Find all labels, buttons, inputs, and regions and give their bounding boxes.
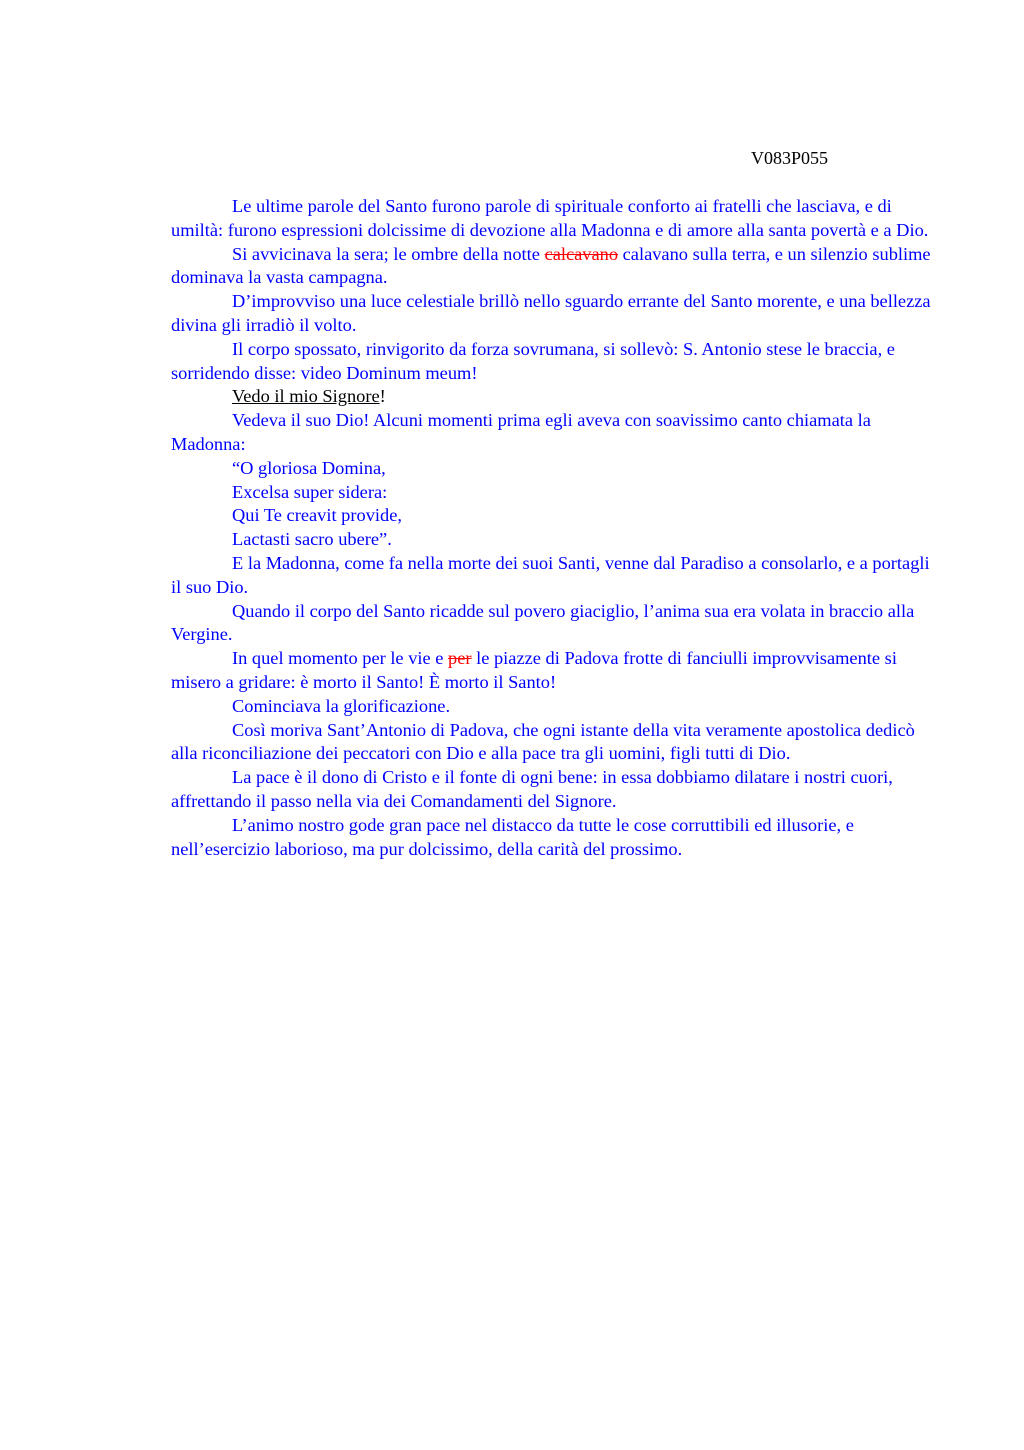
exclamation-mark: ! [379,386,386,407]
paragraph-evening-end: calavano sulla terra, e un silenzio sublime dominava la vasta campagna. [171,243,931,288]
paragraph-padova [171,647,931,695]
verse-line: Qui Te creavit provide, [232,505,402,526]
paragraph-peace: La pace è il dono di Cristo e il fonte di ogni bene: in essa dobbiamo dilatare i nostri cuori, affrettando il passo nella via dei Comandamenti del Signore. [171,767,893,811]
paragraph-glorification: Cominciava la glorificazione. [232,695,451,716]
paragraph-evening [171,243,931,291]
paragraph-body-raised: Il corpo spossato, rinvigorito da forza sovrumana, si sollevò: S. Antonio stese le braccia, e sorridendo disse: video Dominum meum! [171,338,895,383]
underlined-phrase: Vedo il mio Signore [232,386,380,407]
paragraph-soul-peace: L’animo nostro gode gran pace nel distacco da tutte le cose corruttibili ed illusorie, e nell’esercizio laborioso, ma pur dolcissimo, della carità del prossimo. [171,814,854,859]
paragraph-vedo [171,385,931,409]
verse-line: Lactasti sacro ubere”. [232,529,392,550]
paragraph-padova-start: In quel momento per le vie e [232,648,449,669]
paragraph-madonna: E la Madonna, come fa nella morte dei suoi Santi, venne dal Paradiso a consolarlo, e a portagli il suo Dio. [171,552,930,597]
paragraph-celestial-light: D’improvviso una luce celestiale brillò nello sguardo errante del Santo morente, e una bellezza divina gli irradiò il volto. [171,291,931,335]
paragraph-last-words: Le ultime parole del Santo furono parole di spirituale conforto ai fratelli che lasciava, e di umiltà: furono espressioni dolcissime di devozione alla Madonna e di amore alla santa povertà e a Dio. [171,196,929,240]
deleted-word: calcavano [544,243,619,264]
verse-line: “O gloriosa Domina, [232,457,386,478]
paragraph-evening-start: Si avvicinava la sera; le ombre della notte [232,243,545,264]
paragraph-padova-end: le piazze di Padova frotte di fanciulli improvvisamente si misero a gridare: è morto il Santo! È morto il Santo! [171,648,897,692]
page-code: V083P055 [751,148,829,168]
deleted-word: per [448,648,472,669]
document-body [171,195,931,861]
paragraph-vedeva: Vedeva il suo Dio! Alcuni momenti prima egli aveva con soavissimo canto chiamata la Madonna: [171,410,871,454]
paragraph-soul: Quando il corpo del Santo ricadde sul povero giaciglio, l’anima sua era volata in braccio alla Vergine. [171,600,915,645]
paragraph-death: Così moriva Sant’Antonio di Padova, che ogni istante della vita veramente apostolica dedicò alla riconciliazione dei peccatori con Dio e alla pace tra gli uomini, figli tutti di Dio. [171,719,915,764]
verse-line: Excelsa super sidera: [232,481,388,502]
